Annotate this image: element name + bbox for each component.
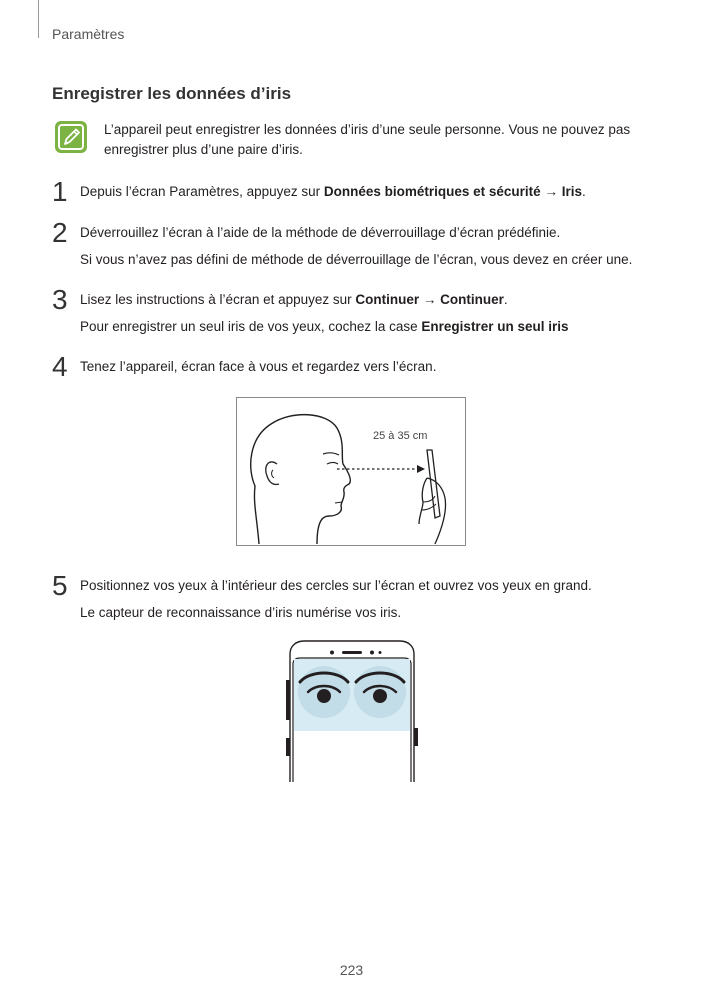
step-number-5: 5 (52, 570, 68, 601)
step-number-1: 1 (52, 176, 68, 207)
distance-label: 25 à 35 cm (373, 430, 428, 442)
step-3-bold-1: Continuer (355, 292, 420, 307)
head-and-phone-illustration (237, 398, 465, 545)
step-1-line-1 (80, 183, 586, 201)
step-5-line-2: Le capteur de reconnaissance d’iris numérise vos iris. (80, 605, 402, 620)
header-rule (38, 0, 39, 38)
step-1-bold-option: Iris (561, 184, 582, 199)
note-line-1: L’appareil peut enregistrer les données d’iris d’une seule personne. Vous ne pouvez pas (104, 122, 631, 137)
step-3-line-2-bold: Enregistrer un seul iris (421, 319, 569, 334)
phone-iris-illustration (282, 640, 422, 782)
step-3-period: . (503, 292, 508, 307)
step-3-arrow: → (419, 292, 441, 307)
step-5-line-1: Positionnez vos yeux à l’intérieur des cercles sur l’écran et ouvrez vos yeux en grand. (80, 578, 592, 593)
note-line-2: enregistrer plus d’une paire d’iris. (104, 142, 303, 157)
step-4-line-1: Tenez l’appareil, écran face à vous et regardez vers l’écran. (80, 359, 437, 374)
step-number-4: 4 (52, 351, 68, 382)
step-3-text: Lisez les instructions à l’écran et appuyez sur (80, 292, 356, 307)
step-3-line-2-text: Pour enregistrer un seul iris de vos yeux, cochez la case (80, 319, 422, 334)
figure-iris-scan-screen (282, 640, 422, 782)
step-1-arrow: → (540, 184, 562, 199)
note-text (104, 120, 664, 160)
step-number-3: 3 (52, 284, 68, 315)
step-3-line-2 (80, 318, 568, 336)
step-3-line-1 (80, 291, 508, 309)
figure-face-to-phone (236, 397, 466, 546)
note-pencil-icon (54, 120, 88, 154)
step-1-text: Depuis l’écran Paramètres, appuyez sur (80, 184, 324, 199)
step-number-2: 2 (52, 217, 68, 248)
step-2-line-2: Si vous n’avez pas défini de méthode de déverrouillage de l’écran, vous devez en créer une. (80, 252, 633, 267)
step-2-line-1: Déverrouillez l’écran à l’aide de la méthode de déverrouillage d’écran prédéfinie. (80, 225, 561, 240)
section-header: Paramètres (52, 26, 125, 42)
page-number: 223 (339, 962, 364, 978)
step-1-period: . (581, 184, 586, 199)
step-3-bold-2: Continuer (440, 292, 504, 307)
step-1-bold-menu: Données biométriques et sécurité (323, 184, 541, 199)
page-title: Enregistrer les données d’iris (52, 84, 292, 103)
